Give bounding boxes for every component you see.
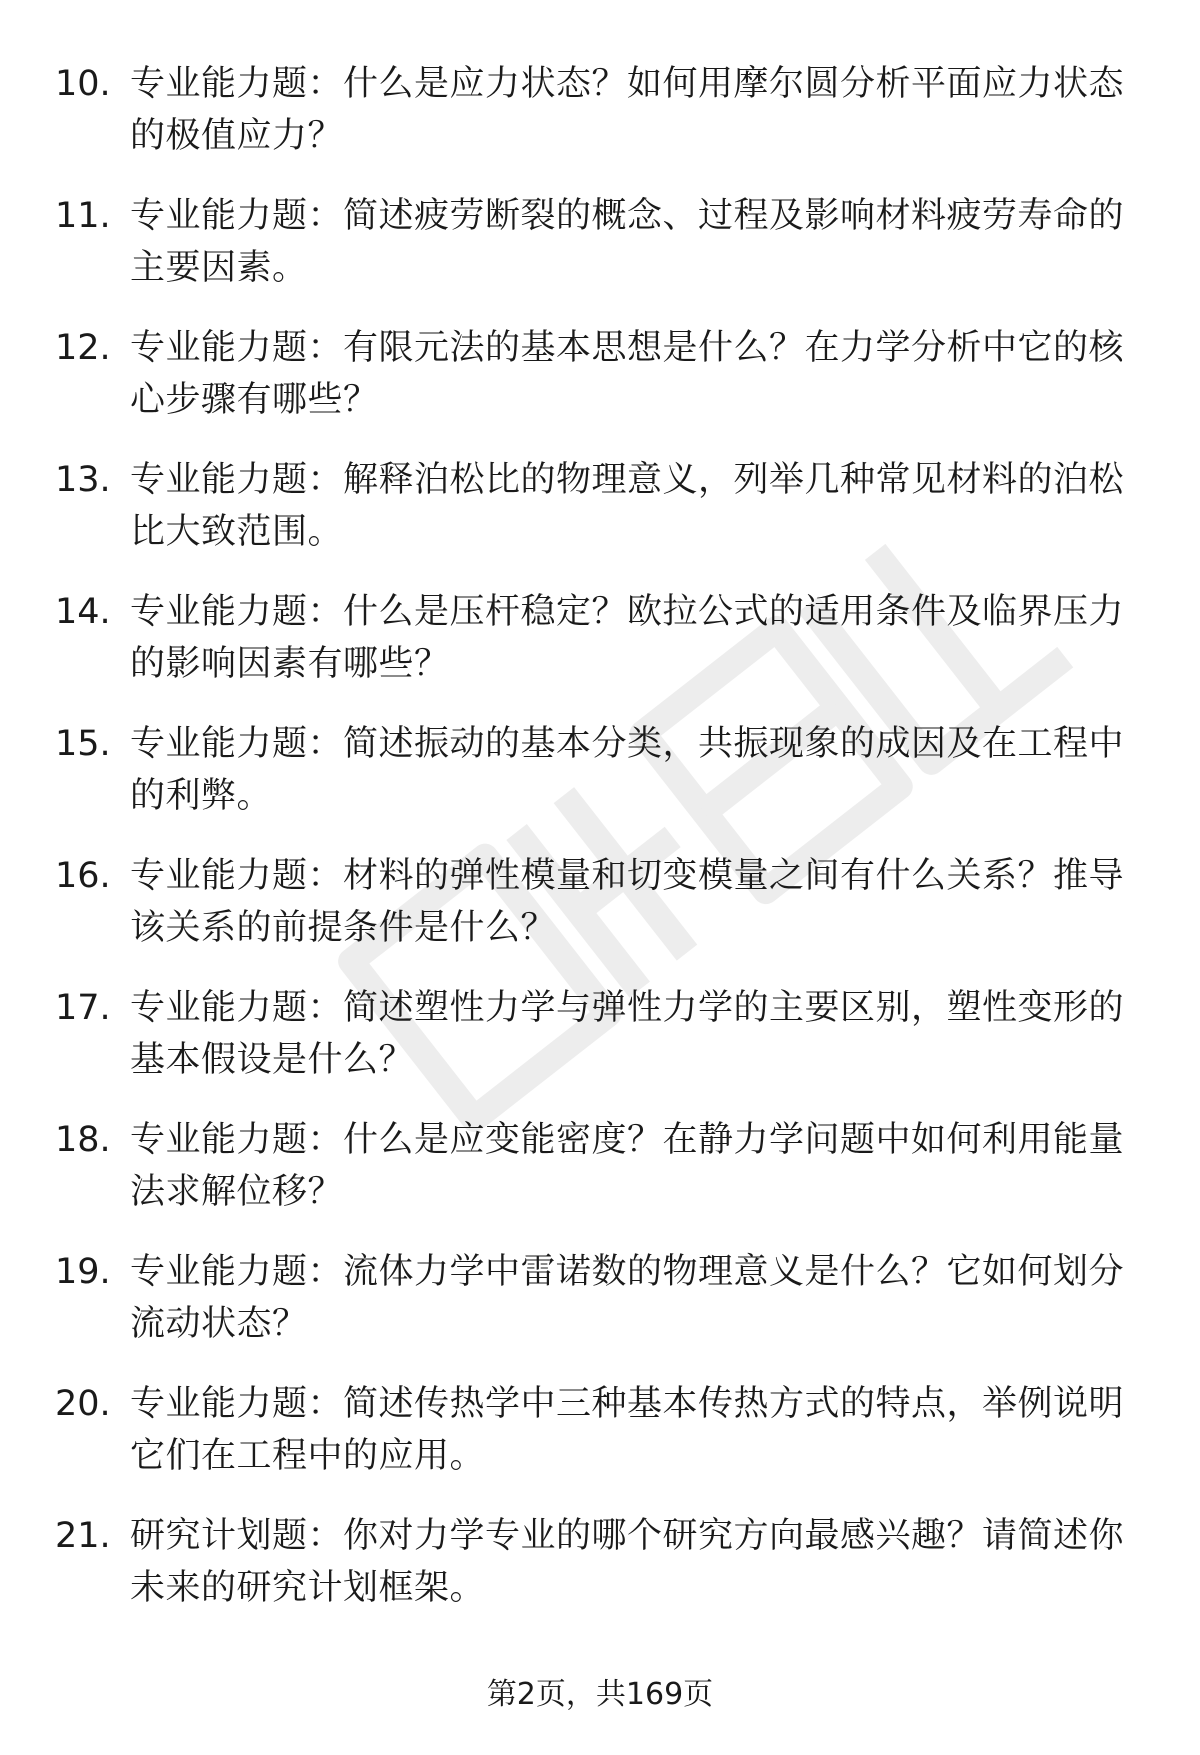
question-text bbox=[130, 58, 1140, 162]
list-item bbox=[0, 454, 1200, 586]
question-text-line: 研究计划题：你对力学专业的哪个研究方向最感兴趣？请简述你 bbox=[130, 1516, 1125, 1556]
question-number: 20. bbox=[55, 1384, 111, 1424]
question-text bbox=[130, 1246, 1140, 1350]
list-item bbox=[0, 718, 1200, 850]
question-text bbox=[130, 718, 1140, 822]
question-text bbox=[130, 454, 1140, 558]
question-text-line: 比大致范围。 bbox=[130, 512, 344, 552]
question-text bbox=[130, 1510, 1140, 1614]
question-number: 13. bbox=[55, 460, 111, 500]
question-text bbox=[130, 586, 1140, 690]
question-text-line: 专业能力题：材料的弹性模量和切变模量之间有什么关系？推导 bbox=[130, 856, 1125, 896]
question-number: 12. bbox=[55, 328, 111, 368]
question-text-line: 专业能力题：简述塑性力学与弹性力学的主要区别，塑性变形的 bbox=[130, 988, 1125, 1028]
list-item bbox=[0, 850, 1200, 982]
list-item bbox=[0, 1246, 1200, 1378]
question-number: 16. bbox=[55, 856, 111, 896]
question-text-line: 专业能力题：什么是应力状态？如何用摩尔圆分析平面应力状态 bbox=[130, 64, 1125, 104]
question-number: 19. bbox=[55, 1252, 111, 1292]
question-text bbox=[130, 190, 1140, 294]
question-number: 17. bbox=[55, 988, 111, 1028]
question-text-line: 的影响因素有哪些？ bbox=[130, 644, 450, 684]
question-text bbox=[130, 322, 1140, 426]
question-text-line: 专业能力题：简述疲劳断裂的概念、过程及影响材料疲劳寿命的 bbox=[130, 196, 1125, 236]
question-text-line: 专业能力题：有限元法的基本思想是什么？在力学分析中它的核 bbox=[130, 328, 1125, 368]
question-number: 14. bbox=[55, 592, 111, 632]
question-text-line: 法求解位移？ bbox=[130, 1172, 344, 1212]
question-text-line: 它们在工程中的应用。 bbox=[130, 1436, 486, 1476]
list-item bbox=[0, 982, 1200, 1114]
question-text bbox=[130, 850, 1140, 954]
question-text-line: 专业能力题：什么是应变能密度？在静力学问题中如何利用能量 bbox=[130, 1120, 1125, 1160]
question-text bbox=[130, 1378, 1140, 1482]
question-text-line: 的极值应力？ bbox=[130, 116, 344, 156]
question-text bbox=[130, 1114, 1140, 1218]
list-item bbox=[0, 586, 1200, 718]
question-number: 18. bbox=[55, 1120, 111, 1160]
question-number: 15. bbox=[55, 724, 111, 764]
question-text-line: 的利弊。 bbox=[130, 776, 273, 816]
question-number: 11. bbox=[55, 196, 111, 236]
question-text-line: 心步骤有哪些？ bbox=[130, 380, 379, 420]
list-item bbox=[0, 1114, 1200, 1246]
page-number-footer: 第2页，共169页 bbox=[486, 1677, 714, 1712]
list-item bbox=[0, 1510, 1200, 1642]
question-text-line: 流动状态？ bbox=[130, 1304, 308, 1344]
list-item bbox=[0, 58, 1200, 190]
question-number: 10. bbox=[55, 64, 111, 104]
question-text-line: 专业能力题：简述振动的基本分类，共振现象的成因及在工程中 bbox=[130, 724, 1125, 764]
list-item bbox=[0, 1378, 1200, 1510]
question-text bbox=[130, 982, 1140, 1086]
question-text-line: 主要因素。 bbox=[130, 248, 308, 288]
question-list bbox=[0, 58, 1200, 1642]
question-text-line: 该关系的前提条件是什么？ bbox=[130, 908, 557, 948]
question-text-line: 专业能力题：流体力学中雷诺数的物理意义是什么？它如何划分 bbox=[130, 1252, 1125, 1292]
question-text-line: 基本假设是什么？ bbox=[130, 1040, 415, 1080]
question-text-line: 专业能力题：简述传热学中三种基本传热方式的特点，举例说明 bbox=[130, 1384, 1125, 1424]
list-item bbox=[0, 190, 1200, 322]
question-text-line: 专业能力题：解释泊松比的物理意义，列举几种常见材料的泊松 bbox=[130, 460, 1125, 500]
question-number: 21. bbox=[55, 1516, 111, 1556]
question-text-line: 未来的研究计划框架。 bbox=[130, 1568, 486, 1608]
list-item bbox=[0, 322, 1200, 454]
question-text-line: 专业能力题：什么是压杆稳定？欧拉公式的适用条件及临界压力 bbox=[130, 592, 1125, 632]
